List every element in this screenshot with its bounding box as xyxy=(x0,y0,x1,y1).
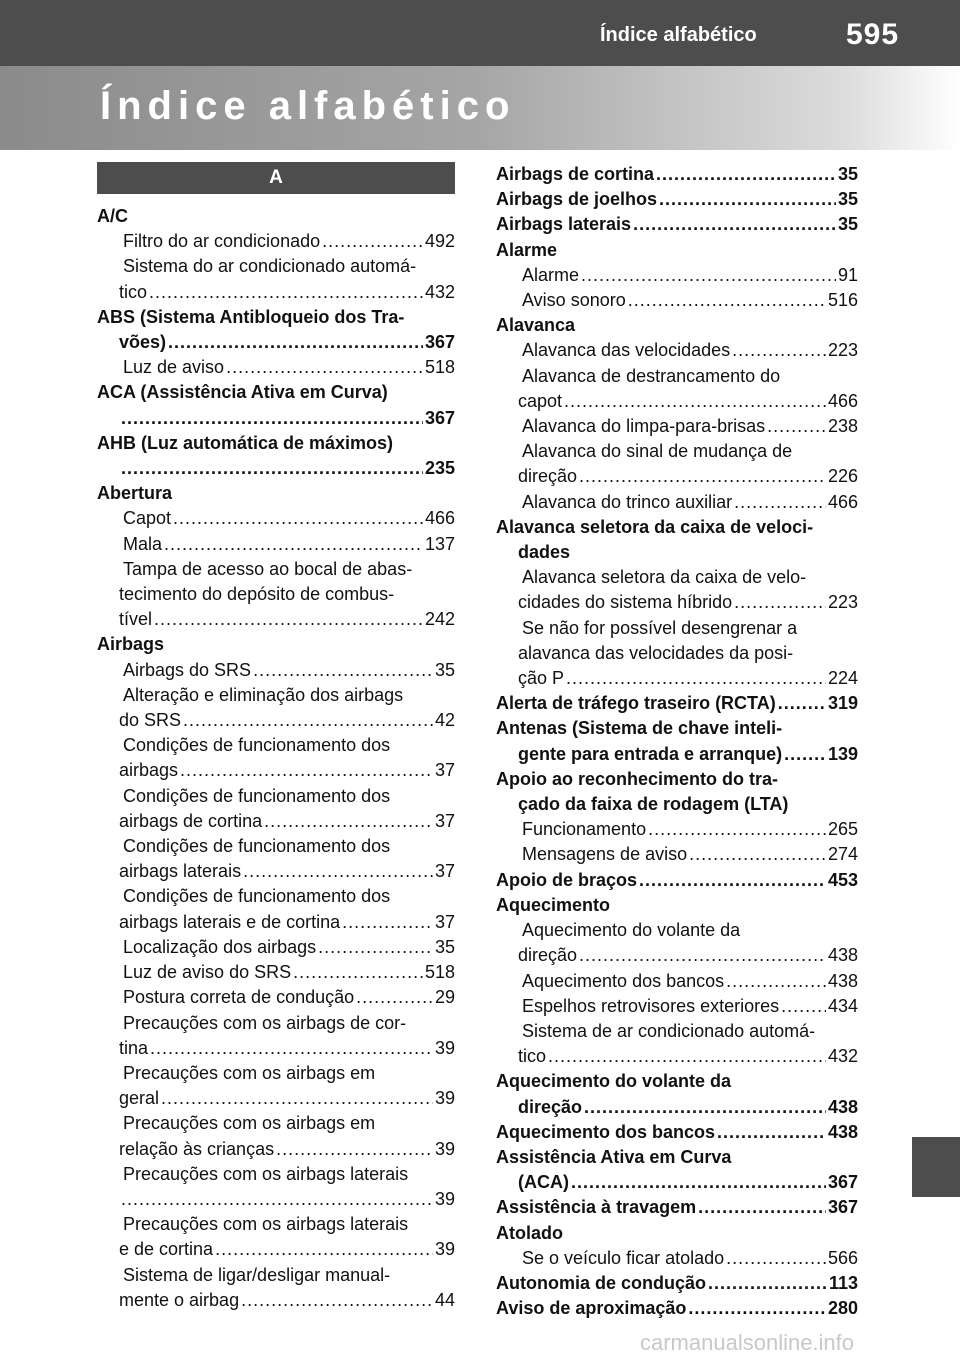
entry-text: tecimento do depósito de combus- xyxy=(119,584,395,605)
dot-leader xyxy=(648,817,826,842)
index-entry xyxy=(97,859,455,884)
dot-leader xyxy=(243,859,433,884)
index-entry xyxy=(97,834,455,859)
index-entry xyxy=(496,439,858,464)
index-heading xyxy=(97,204,455,229)
page-ref: 39 xyxy=(434,1088,455,1109)
index-heading xyxy=(496,1145,858,1170)
entry-text: (ACA) xyxy=(518,1172,569,1193)
page-ref: 367 xyxy=(827,1172,858,1193)
title-banner xyxy=(0,66,960,150)
page-ref: 265 xyxy=(827,819,858,840)
entry-text: Assistência à travagem xyxy=(496,1197,697,1218)
dot-leader xyxy=(659,187,836,212)
dot-leader xyxy=(264,809,433,834)
entry-text: Condições de funcionamento dos xyxy=(123,735,391,756)
dot-leader xyxy=(318,935,433,960)
dot-leader xyxy=(150,1036,433,1061)
entry-text: Sistema de ligar/desligar manual- xyxy=(123,1264,391,1285)
page-ref: 367 xyxy=(827,1197,858,1218)
page-ref: 224 xyxy=(827,668,858,689)
entry-text: direção xyxy=(518,1096,583,1117)
entry-text: Mensagens de aviso xyxy=(522,844,688,865)
dot-leader xyxy=(154,607,423,632)
page-ref: 35 xyxy=(434,659,455,680)
page-ref: 367 xyxy=(424,332,455,353)
page-ref: 516 xyxy=(827,290,858,311)
dot-leader xyxy=(293,960,423,985)
dot-leader xyxy=(342,910,433,935)
dot-leader xyxy=(121,456,423,481)
page-ref: 466 xyxy=(827,491,858,512)
index-list-left xyxy=(97,204,455,1313)
index-heading xyxy=(97,380,455,405)
index-heading xyxy=(496,1296,858,1321)
dot-leader xyxy=(215,1237,433,1262)
index-entry xyxy=(496,1246,858,1271)
index-entry xyxy=(496,540,858,565)
dot-leader xyxy=(726,1246,826,1271)
index-entry xyxy=(496,389,858,414)
page-ref: 39 xyxy=(434,1138,455,1159)
page-ref: 274 xyxy=(827,844,858,865)
entry-text: Aquecimento do volante da xyxy=(496,1071,732,1092)
entry-text: Postura correta de condução xyxy=(123,987,355,1008)
index-heading xyxy=(496,238,858,263)
entry-text: Airbags xyxy=(97,634,165,655)
entry-text: Precauções com os airbags em xyxy=(123,1062,376,1083)
index-entry xyxy=(97,1086,455,1111)
index-heading xyxy=(496,716,858,741)
page-ref: 44 xyxy=(434,1289,455,1310)
index-entry xyxy=(97,658,455,683)
index-heading xyxy=(97,305,455,330)
dot-leader xyxy=(581,263,836,288)
index-entry xyxy=(97,280,455,305)
entry-text: vões) xyxy=(119,332,167,353)
index-list-right xyxy=(496,162,858,1321)
entry-text: Aquecimento dos bancos xyxy=(522,970,725,991)
index-entry xyxy=(496,464,858,489)
page-ref: 432 xyxy=(827,1046,858,1067)
entry-text: airbags de cortina xyxy=(119,810,263,831)
entry-text: Alavanca do sinal de mudança de xyxy=(522,441,793,462)
page-ref: 35 xyxy=(837,189,858,210)
dot-leader xyxy=(656,162,836,187)
page-ref: 37 xyxy=(434,861,455,882)
index-entry xyxy=(496,817,858,842)
page-ref: 37 xyxy=(434,911,455,932)
page-ref: 432 xyxy=(424,281,455,302)
entry-text: Luz de aviso xyxy=(123,357,225,378)
index-entry xyxy=(496,918,858,943)
entry-text: Funcionamento xyxy=(522,819,647,840)
section-title: Índice alfabético xyxy=(600,24,757,46)
entry-text: Precauções com os airbags em xyxy=(123,1113,376,1134)
index-entry xyxy=(97,1162,455,1187)
dot-leader xyxy=(579,943,826,968)
page-ref: 466 xyxy=(424,508,455,529)
entry-text: Aquecimento xyxy=(496,894,611,915)
entry-text: Sistema de ar condicionado automá- xyxy=(522,1020,816,1041)
page-ref: 438 xyxy=(827,1121,858,1142)
index-entry xyxy=(97,607,455,632)
entry-text: direção xyxy=(518,466,578,487)
index-heading xyxy=(496,313,858,338)
index-heading xyxy=(496,1221,858,1246)
dot-leader xyxy=(253,658,433,683)
index-entry xyxy=(496,565,858,590)
index-entry xyxy=(496,969,858,994)
entry-text: Alteração e eliminação dos airbags xyxy=(123,684,404,705)
page-ref: 238 xyxy=(827,416,858,437)
dot-leader xyxy=(121,406,423,431)
index-entry xyxy=(496,1019,858,1044)
index-heading xyxy=(496,868,858,893)
index-entry xyxy=(97,1036,455,1061)
letter-header: A xyxy=(97,162,455,194)
index-entry xyxy=(97,784,455,809)
entry-text: Condições de funcionamento dos xyxy=(123,836,391,857)
dot-leader xyxy=(689,842,826,867)
entry-text: ção P xyxy=(518,668,565,689)
index-entry xyxy=(496,338,858,363)
page-ref: 39 xyxy=(434,1188,455,1209)
index-entry xyxy=(496,364,858,389)
index-entry xyxy=(97,254,455,279)
entry-text: Precauções com os airbags laterais xyxy=(123,1163,409,1184)
entry-text: do SRS xyxy=(119,710,182,731)
index-entry xyxy=(496,1095,858,1120)
dot-leader xyxy=(241,1288,433,1313)
index-entry xyxy=(97,884,455,909)
index-entry xyxy=(97,708,455,733)
page-ref: 367 xyxy=(424,407,455,428)
entry-text: alavanca das velocidades da posi- xyxy=(518,642,794,663)
page-ref: 139 xyxy=(827,743,858,764)
index-entry xyxy=(97,1288,455,1313)
page-ref: 438 xyxy=(827,970,858,991)
dot-leader xyxy=(180,758,433,783)
dot-leader xyxy=(708,1271,827,1296)
index-entry xyxy=(97,355,455,380)
page-ref: 35 xyxy=(837,164,858,184)
dot-leader xyxy=(688,1296,826,1321)
index-entry xyxy=(496,666,858,691)
index-entry xyxy=(496,616,858,641)
page-ref: 223 xyxy=(827,340,858,361)
index-entry xyxy=(97,1263,455,1288)
dot-leader xyxy=(781,994,826,1019)
index-entry xyxy=(496,842,858,867)
page-ref: 39 xyxy=(434,1239,455,1260)
dot-leader xyxy=(778,691,826,716)
index-entry xyxy=(97,229,455,254)
dot-leader xyxy=(698,1195,826,1220)
entry-text: relação às crianças xyxy=(119,1138,275,1159)
index-entry xyxy=(97,910,455,935)
page-ref: 438 xyxy=(827,945,858,966)
entry-text: çado da faixa de rodagem (LTA) xyxy=(518,794,789,815)
entry-text: Apoio de braços xyxy=(496,869,638,890)
top-bar xyxy=(0,0,960,66)
index-heading xyxy=(496,1120,858,1145)
dot-leader xyxy=(767,414,826,439)
entry-text: Precauções com os airbags laterais xyxy=(123,1214,409,1235)
dot-leader xyxy=(732,338,826,363)
index-entry xyxy=(496,414,858,439)
entry-text: Atolado xyxy=(496,1222,563,1243)
dot-leader xyxy=(734,490,826,515)
page-title: Índice alfabético xyxy=(100,84,516,128)
dot-leader xyxy=(149,280,423,305)
index-entry xyxy=(97,532,455,557)
entry-text: Filtro do ar condicionado xyxy=(123,231,321,252)
index-entry xyxy=(97,1212,455,1237)
page-ref: 438 xyxy=(827,1096,858,1117)
dot-leader xyxy=(548,1044,826,1069)
index-heading xyxy=(97,481,455,506)
entry-text: Alavanca seletora da caixa de velo- xyxy=(522,567,807,588)
entry-text: airbags xyxy=(119,760,179,781)
entry-text: Alerta de tráfego traseiro (RCTA) xyxy=(496,693,776,714)
page-ref: 35 xyxy=(837,214,858,235)
index-heading xyxy=(496,212,858,237)
dot-leader xyxy=(726,969,826,994)
index-heading xyxy=(97,632,455,657)
index-entry xyxy=(97,1237,455,1262)
entry-text: Sistema do ar condicionado automá- xyxy=(123,256,417,277)
page-ref: 91 xyxy=(837,264,858,285)
index-entry xyxy=(97,1137,455,1162)
entry-text: tico xyxy=(119,281,148,302)
entry-text: Alavanca xyxy=(496,315,576,336)
dot-leader xyxy=(356,985,433,1010)
page-ref: 226 xyxy=(827,466,858,487)
entry-text: A/C xyxy=(97,206,128,226)
index-entry xyxy=(97,330,455,355)
entry-text: Autonomia de condução xyxy=(496,1272,707,1293)
page-ref: 137 xyxy=(424,533,455,554)
index-entry xyxy=(496,288,858,313)
dot-leader xyxy=(226,355,423,380)
page-ref: 434 xyxy=(827,995,858,1016)
entry-text: Airbags de cortina xyxy=(496,164,655,184)
index-entry xyxy=(97,1111,455,1136)
entry-text: Aquecimento do volante da xyxy=(522,920,741,941)
dot-leader xyxy=(639,868,826,893)
page-ref: 37 xyxy=(434,810,455,831)
entry-text: Alavanca das velocidades xyxy=(522,340,731,361)
index-heading xyxy=(97,431,455,456)
entry-text: Alarme xyxy=(496,239,558,260)
entry-text: Luz de aviso do SRS xyxy=(123,962,292,983)
entry-text: AHB (Luz automática de máximos) xyxy=(97,432,394,453)
index-heading xyxy=(496,515,858,540)
entry-text: airbags laterais xyxy=(119,861,242,882)
dot-leader xyxy=(579,464,826,489)
entry-text: Aquecimento dos bancos xyxy=(496,1121,716,1142)
index-entry xyxy=(496,490,858,515)
page-ref: 37 xyxy=(434,760,455,781)
entry-text: Tampa de acesso ao bocal de abas- xyxy=(123,558,413,579)
index-heading xyxy=(496,691,858,716)
dot-leader xyxy=(566,666,826,691)
index-entry xyxy=(496,994,858,1019)
page-ref: 235 xyxy=(424,458,455,479)
index-heading xyxy=(496,162,858,187)
index-entry xyxy=(496,263,858,288)
page-ref: 518 xyxy=(424,962,455,983)
entry-text: ABS (Sistema Antibloqueio dos Tra- xyxy=(97,306,405,327)
dot-leader xyxy=(633,212,836,237)
entry-text: ACA (Assistência Ativa em Curva) xyxy=(97,382,388,403)
entry-text: Airbags de joelhos xyxy=(496,189,658,210)
entry-text: Capot xyxy=(123,508,172,529)
watermark: carmanualsonline.info xyxy=(640,1330,855,1355)
entry-text: gente para entrada e arranque) xyxy=(518,743,783,764)
entry-text: Alarme xyxy=(522,264,580,285)
dot-leader xyxy=(276,1137,433,1162)
entry-text: Se o veículo ficar atolado xyxy=(522,1247,725,1268)
chapter-tab xyxy=(912,1137,960,1197)
dot-leader xyxy=(564,389,826,414)
entry-text: airbags laterais e de cortina xyxy=(119,911,341,932)
index-entry xyxy=(97,1061,455,1086)
page-ref: 42 xyxy=(434,710,455,731)
entry-text: e de cortina xyxy=(119,1239,214,1260)
entry-text: mente o airbag xyxy=(119,1289,240,1310)
index-entry xyxy=(97,683,455,708)
entry-text: Abertura xyxy=(97,483,173,504)
entry-text: Airbags do SRS xyxy=(123,659,252,680)
entry-text: Condições de funcionamento dos xyxy=(123,886,391,907)
entry-text: Alavanca de destrancamento do xyxy=(522,365,781,386)
index-heading xyxy=(496,893,858,918)
entry-text: Aviso de aproximação xyxy=(496,1298,687,1319)
index-heading xyxy=(496,1271,858,1296)
index-entry xyxy=(496,590,858,615)
entry-text: Se não for possível desengrenar a xyxy=(522,617,798,638)
index-entry xyxy=(97,733,455,758)
entry-text: direção xyxy=(518,945,578,966)
index-entry xyxy=(97,582,455,607)
entry-text: Aviso sonoro xyxy=(522,290,626,311)
page-ref: 319 xyxy=(827,693,858,714)
index-entry xyxy=(496,641,858,666)
dot-leader xyxy=(571,1170,826,1195)
page-ref: 223 xyxy=(827,592,858,613)
index-entry xyxy=(97,456,455,481)
index-entry xyxy=(496,742,858,767)
dot-leader xyxy=(168,330,423,355)
entry-text: tina xyxy=(119,1037,149,1058)
entry-text: tível xyxy=(119,609,153,630)
index-entry xyxy=(97,1187,455,1212)
page-ref: 566 xyxy=(827,1247,858,1268)
dot-leader xyxy=(164,532,423,557)
entry-text: Antenas (Sistema de chave inteli- xyxy=(496,718,783,739)
dot-leader xyxy=(121,1187,433,1212)
dot-leader xyxy=(734,590,826,615)
dot-leader xyxy=(183,708,433,733)
entry-text: Alavanca seletora da caixa de veloci- xyxy=(496,516,814,537)
index-entry xyxy=(496,1170,858,1195)
page-ref: 39 xyxy=(434,1037,455,1058)
entry-text: capot xyxy=(518,390,563,411)
page-ref: 518 xyxy=(424,357,455,378)
dot-leader xyxy=(584,1095,826,1120)
index-entry xyxy=(97,960,455,985)
dot-leader xyxy=(717,1120,826,1145)
index-entry xyxy=(97,1011,455,1036)
entry-text: geral xyxy=(119,1088,160,1109)
index-entry xyxy=(97,506,455,531)
entry-text: Condições de funcionamento dos xyxy=(123,785,391,806)
entry-text: Localização dos airbags xyxy=(123,936,317,957)
dot-leader xyxy=(628,288,826,313)
dot-leader xyxy=(161,1086,433,1111)
entry-text: tico xyxy=(518,1046,547,1067)
index-heading xyxy=(496,1069,858,1094)
index-entry xyxy=(97,406,455,431)
index-entry xyxy=(97,985,455,1010)
page-number: 595 xyxy=(846,18,900,51)
index-entry xyxy=(496,943,858,968)
entry-text: Precauções com os airbags de cor- xyxy=(123,1012,407,1033)
entry-text: Mala xyxy=(123,533,163,554)
left-column xyxy=(97,162,455,1313)
entry-text: Airbags laterais xyxy=(496,214,632,235)
dot-leader xyxy=(173,506,423,531)
index-heading xyxy=(496,1195,858,1220)
index-heading xyxy=(496,767,858,792)
page-ref: 280 xyxy=(827,1298,858,1319)
page-ref: 453 xyxy=(827,869,858,890)
page-ref: 492 xyxy=(424,231,455,252)
entry-text: cidades do sistema híbrido xyxy=(518,592,733,613)
entry-text: dades xyxy=(518,542,571,563)
page-ref: 466 xyxy=(827,390,858,411)
index-entry xyxy=(97,758,455,783)
index-entry xyxy=(496,792,858,817)
right-column xyxy=(496,162,858,1321)
index-entry xyxy=(97,935,455,960)
entry-text: Apoio ao reconhecimento do tra- xyxy=(496,768,779,789)
page-ref: 113 xyxy=(828,1272,858,1293)
entry-text: Alavanca do trinco auxiliar xyxy=(522,491,733,512)
entry-text: Alavanca do limpa-para-brisas xyxy=(522,416,766,437)
index-entry xyxy=(496,1044,858,1069)
dot-leader xyxy=(322,229,423,254)
page-ref: 35 xyxy=(434,936,455,957)
index-entry xyxy=(97,809,455,834)
entry-text: Assistência Ativa em Curva xyxy=(496,1146,732,1167)
entry-text: Espelhos retrovisores exteriores xyxy=(522,995,780,1016)
index-heading xyxy=(496,187,858,212)
page-ref: 242 xyxy=(424,609,455,630)
dot-leader xyxy=(784,742,826,767)
index-entry xyxy=(97,557,455,582)
page-ref: 29 xyxy=(434,987,455,1008)
